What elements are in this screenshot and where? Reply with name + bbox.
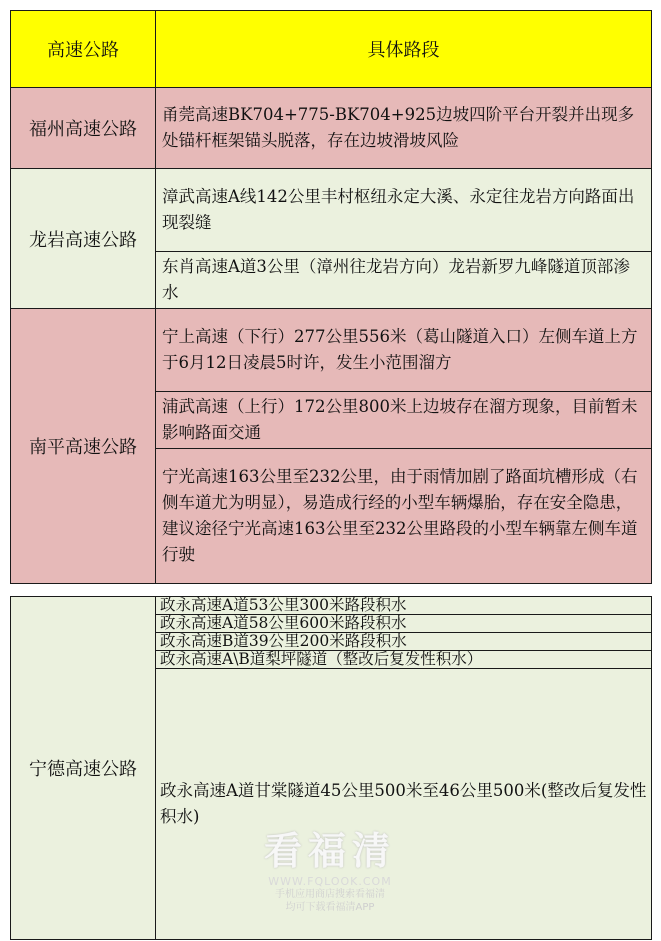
header-section: 具体路段 <box>156 11 652 88</box>
section-cell: 政永高速A道甘棠隧道45公里500米至46公里500米(整改后复发性积水) <box>156 669 652 940</box>
watermark-url: WWW.FQLOOK.COM <box>268 875 392 888</box>
road-table-sheet <box>10 10 651 940</box>
section-cell: 政永高速B道39公里200米路段积水 <box>156 633 652 651</box>
section-cell: 政永高速A道53公里300米路段积水 <box>156 597 652 615</box>
section-cell: 政永高速A\B道梨坪隧道（整改后复发性积水） <box>156 651 652 669</box>
section-cell: 政永高速A道58公里600米路段积水 <box>156 615 652 633</box>
gap-row <box>11 584 652 597</box>
region-nanping: 南平高速公路 <box>11 309 156 584</box>
table-row <box>11 88 652 169</box>
watermark-line2: 均可下载看福清APP <box>285 902 375 913</box>
region-longyan: 龙岩高速公路 <box>11 169 156 309</box>
section-cell: 宁上高速（下行）277公里556米（葛山隧道入口）左侧车道上方于6月12日凌晨5时许，发生小范围溜方 <box>156 309 652 392</box>
watermark-logo: 看福清 <box>263 829 396 873</box>
section-cell: 漳武高速A线142公里丰村枢纽永定大溪、永定往龙岩方向路面出现裂缝 <box>156 169 652 252</box>
section-cell: 甬莞高速BK704+775-BK704+925边坡四阶平台开裂并出现多处锚杆框架锚头脱落，存在边坡滑坡风险 <box>156 88 652 169</box>
table-row <box>11 597 652 615</box>
header-row <box>11 11 652 88</box>
region-fuzhou: 福州高速公路 <box>11 88 156 169</box>
header-highway: 高速公路 <box>11 11 156 88</box>
section-cell: 东肖高速A道3公里（漳州往龙岩方向）龙岩新罗九峰隧道顶部渗水 <box>156 252 652 309</box>
road-condition-table <box>10 10 652 940</box>
table-row <box>11 169 652 252</box>
table-row <box>11 309 652 392</box>
section-cell: 宁光高速163公里至232公里，由于雨情加剧了路面坑槽形成（右侧车道尤为明显），易造成行经的小型车辆爆胎，存在安全隐患，建议途径宁光高速163公里至232公里路段的小型车辆靠左侧车道行驶 <box>156 449 652 584</box>
region-ningde: 宁德高速公路 <box>11 597 156 940</box>
section-cell: 浦武高速（上行）172公里800米上边坡存在溜方现象，目前暂未影响路面交通 <box>156 392 652 449</box>
watermark-line1: 手机应用商店搜索看福清 <box>275 889 385 900</box>
